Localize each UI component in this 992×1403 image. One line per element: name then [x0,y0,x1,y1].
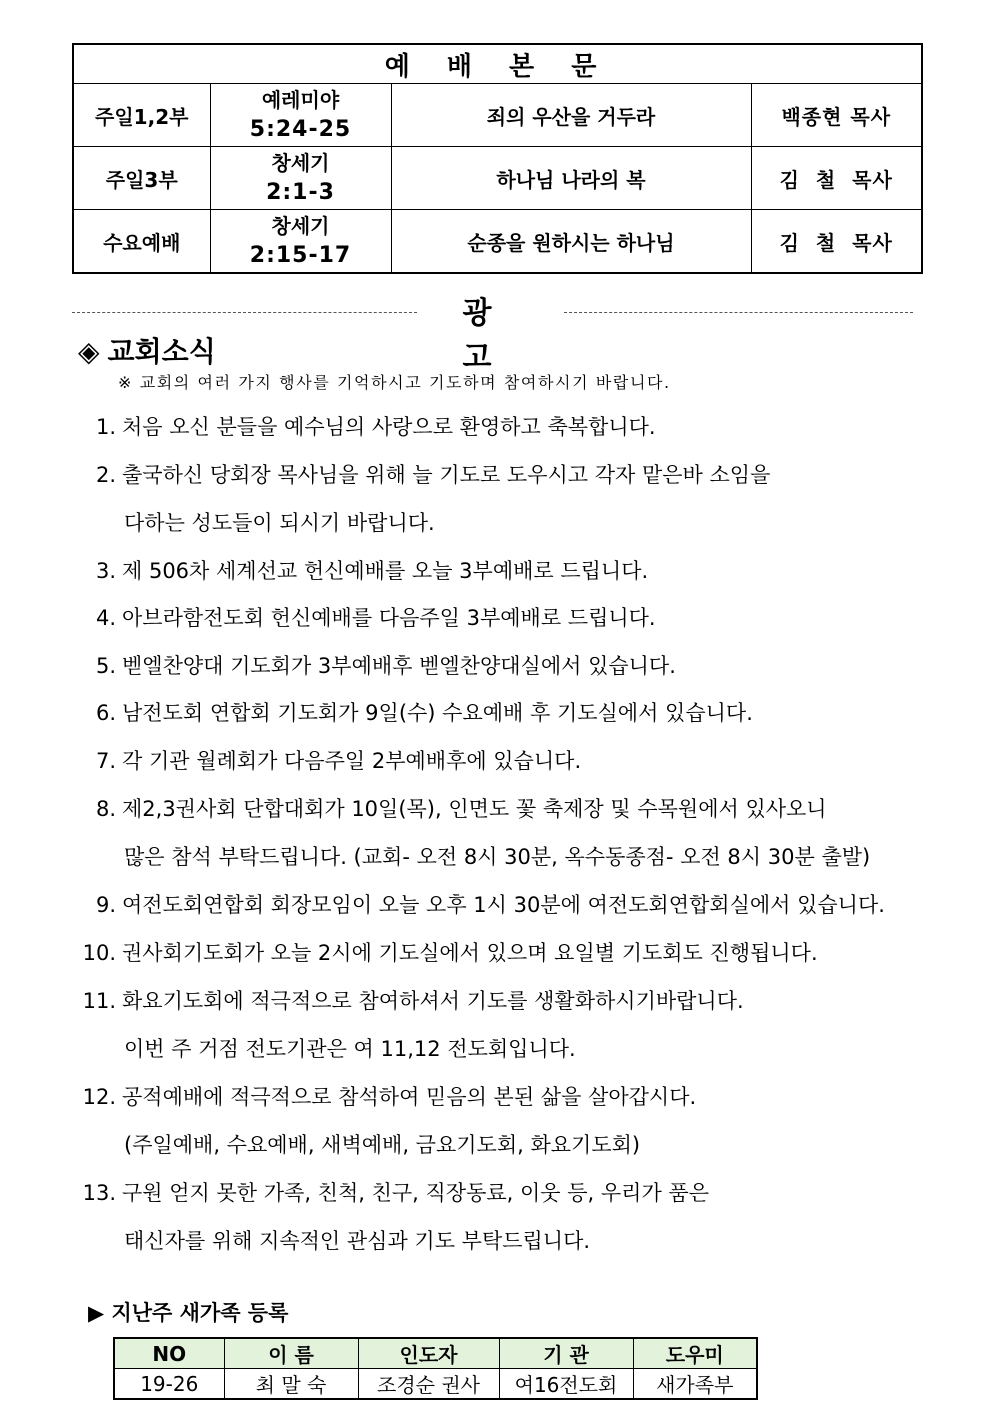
announcement-text: 권사회기도회가 오늘 2시에 기도실에서 있으며 요일별 기도회도 진행됩니다. [122,941,818,965]
sermon-title: 하나님 나라의 복 [391,147,751,210]
scripture-book: 예레미야 [261,88,340,112]
announcement-number: 7. [95,749,116,773]
announcement-text: 제2,3권사회 단합대회가 10일(목), 인면도 꽃 축제장 및 수목원에서 있사오니 [122,797,827,821]
ad-heading: 광 고 [462,296,522,375]
table-cell: 조경순 권사 [358,1369,499,1400]
divider-line-left [72,312,417,313]
announcement-number: 9. [95,893,116,917]
pastor-name: 김 철 목사 [751,210,922,274]
announcement-text: 남전도회 연합회 기도회가 9일(수) 수요예배 후 기도실에서 있습니다. [122,701,753,725]
table-cell: 새가족부 [633,1369,757,1400]
announcement-text: 제 506차 세계선교 헌신예배를 오늘 3부예배로 드립니다. [122,559,649,583]
announcement-number: 10. [82,941,116,965]
scripture-ref [210,210,391,274]
table-cell: 최 말 숙 [224,1369,358,1400]
column-header: 기 관 [499,1338,633,1369]
announcement-continuation: 다하는 성도들이 되시기 바랍니다. [124,511,435,535]
worship-title: 예 배 본 문 [73,44,922,84]
worship-row [73,84,922,147]
pastor-name: 김 철 목사 [751,147,922,210]
divider-line-right [564,312,913,313]
announcement-item [68,745,581,775]
scripture-verse: 2:1-3 [266,180,335,205]
announcement-number: 8. [95,797,116,821]
section-note: ※ 교회의 여러 가지 행사를 기억하시고 기도하며 참여하시기 바랍니다. [118,373,671,392]
scripture-ref [210,147,391,210]
announcement-number: 2. [95,463,116,487]
worship-row [73,147,922,210]
announcement-text: 아브라함전도회 헌신예배를 다음주일 3부예배로 드립니다. [122,606,656,630]
announcement-item [68,650,676,680]
announcement-number: 6. [95,701,116,725]
scripture-verse: 5:24-25 [249,117,352,142]
announcement-number: 4. [95,606,116,630]
column-header: 도우미 [633,1338,757,1369]
announcement-item [68,793,827,823]
announcement-number: 5. [95,654,116,678]
announcement-text: 공적예배에 적극적으로 참석하여 믿음의 본된 삶을 살아갑시다. [122,1085,697,1109]
service-name: 수요예배 [73,210,210,274]
announcement-item [68,697,753,727]
announcement-text: 여전도회연합회 회장모임이 오늘 오후 1시 30분에 여전도회연합회실에서 있습니다. [122,893,885,917]
service-name: 주일3부 [73,147,210,210]
announcement-number: 13. [82,1181,116,1205]
announcement-number: 3. [95,559,116,583]
announcement-text: 처음 오신 분들을 예수님의 사랑으로 환영하고 축복합니다. [122,415,656,439]
new-family-table [113,1337,758,1400]
announcement-item [68,555,648,585]
scripture-book: 창세기 [271,214,330,238]
announcement-continuation: 태신자를 위해 지속적인 관심과 기도 부탁드립니다. [124,1229,591,1253]
announcement-continuation: 많은 참석 부탁드립니다. (교회- 오전 8시 30분, 옥수동종점- 오전 8시 30분 출발) [124,845,871,869]
table-row [114,1369,757,1400]
service-name: 주일1,2부 [73,84,210,147]
announcement-text: 화요기도회에 적극적으로 참여하셔서 기도를 생활화하시기바랍니다. [122,989,744,1013]
announcement-number: 1. [95,415,116,439]
announcement-item [68,1081,696,1111]
announcement-number: 12. [82,1085,116,1109]
scripture-ref [210,84,391,147]
announcement-item [68,985,744,1015]
scripture-verse: 2:15-17 [249,243,352,268]
table-cell: 19-26 [114,1369,224,1400]
new-family-heading: ▶ 지난주 새가족 등록 [88,1301,289,1325]
table-cell: 여16전도회 [499,1369,633,1400]
announcement-item [68,937,818,967]
section-title: 교회소식 [107,335,216,368]
column-header: NO [114,1338,224,1369]
worship-table [72,43,923,274]
sermon-title: 순종을 원하시는 하나님 [391,210,751,274]
announcement-continuation: (주일예배, 수요예배, 새벽예배, 금요기도회, 화요기도회) [124,1133,641,1157]
announcement-item [68,889,885,919]
worship-row [73,210,922,274]
announcement-item [68,411,656,441]
announcement-item [68,1177,709,1207]
scripture-book: 창세기 [271,151,330,175]
announcement-number: 11. [82,989,116,1013]
announcement-text: 각 기관 월례회가 다음주일 2부예배후에 있습니다. [122,749,582,773]
announcement-text: 출국하신 당회장 목사님을 위해 늘 기도로 도우시고 각자 맡은바 소임을 [122,463,771,487]
announcement-continuation: 이번 주 거점 전도기관은 여 11,12 전도회입니다. [124,1037,576,1061]
announcement-item [68,459,770,489]
announcement-item [68,602,656,632]
column-header: 이 름 [224,1338,358,1369]
table-header-row [114,1338,757,1369]
sermon-title: 죄의 우산을 거두라 [391,84,751,147]
section-heading [78,330,216,370]
column-header: 인도자 [358,1338,499,1369]
announcement-text: 벧엘찬양대 기도회가 3부예배후 벧엘찬양대실에서 있습니다. [122,654,676,678]
diamond-bullet-icon: ◈ [78,335,100,368]
announcement-text: 구원 얻지 못한 가족, 친척, 친구, 직장동료, 이웃 등, 우리가 품은 [122,1181,709,1205]
pastor-name: 백종현 목사 [751,84,922,147]
